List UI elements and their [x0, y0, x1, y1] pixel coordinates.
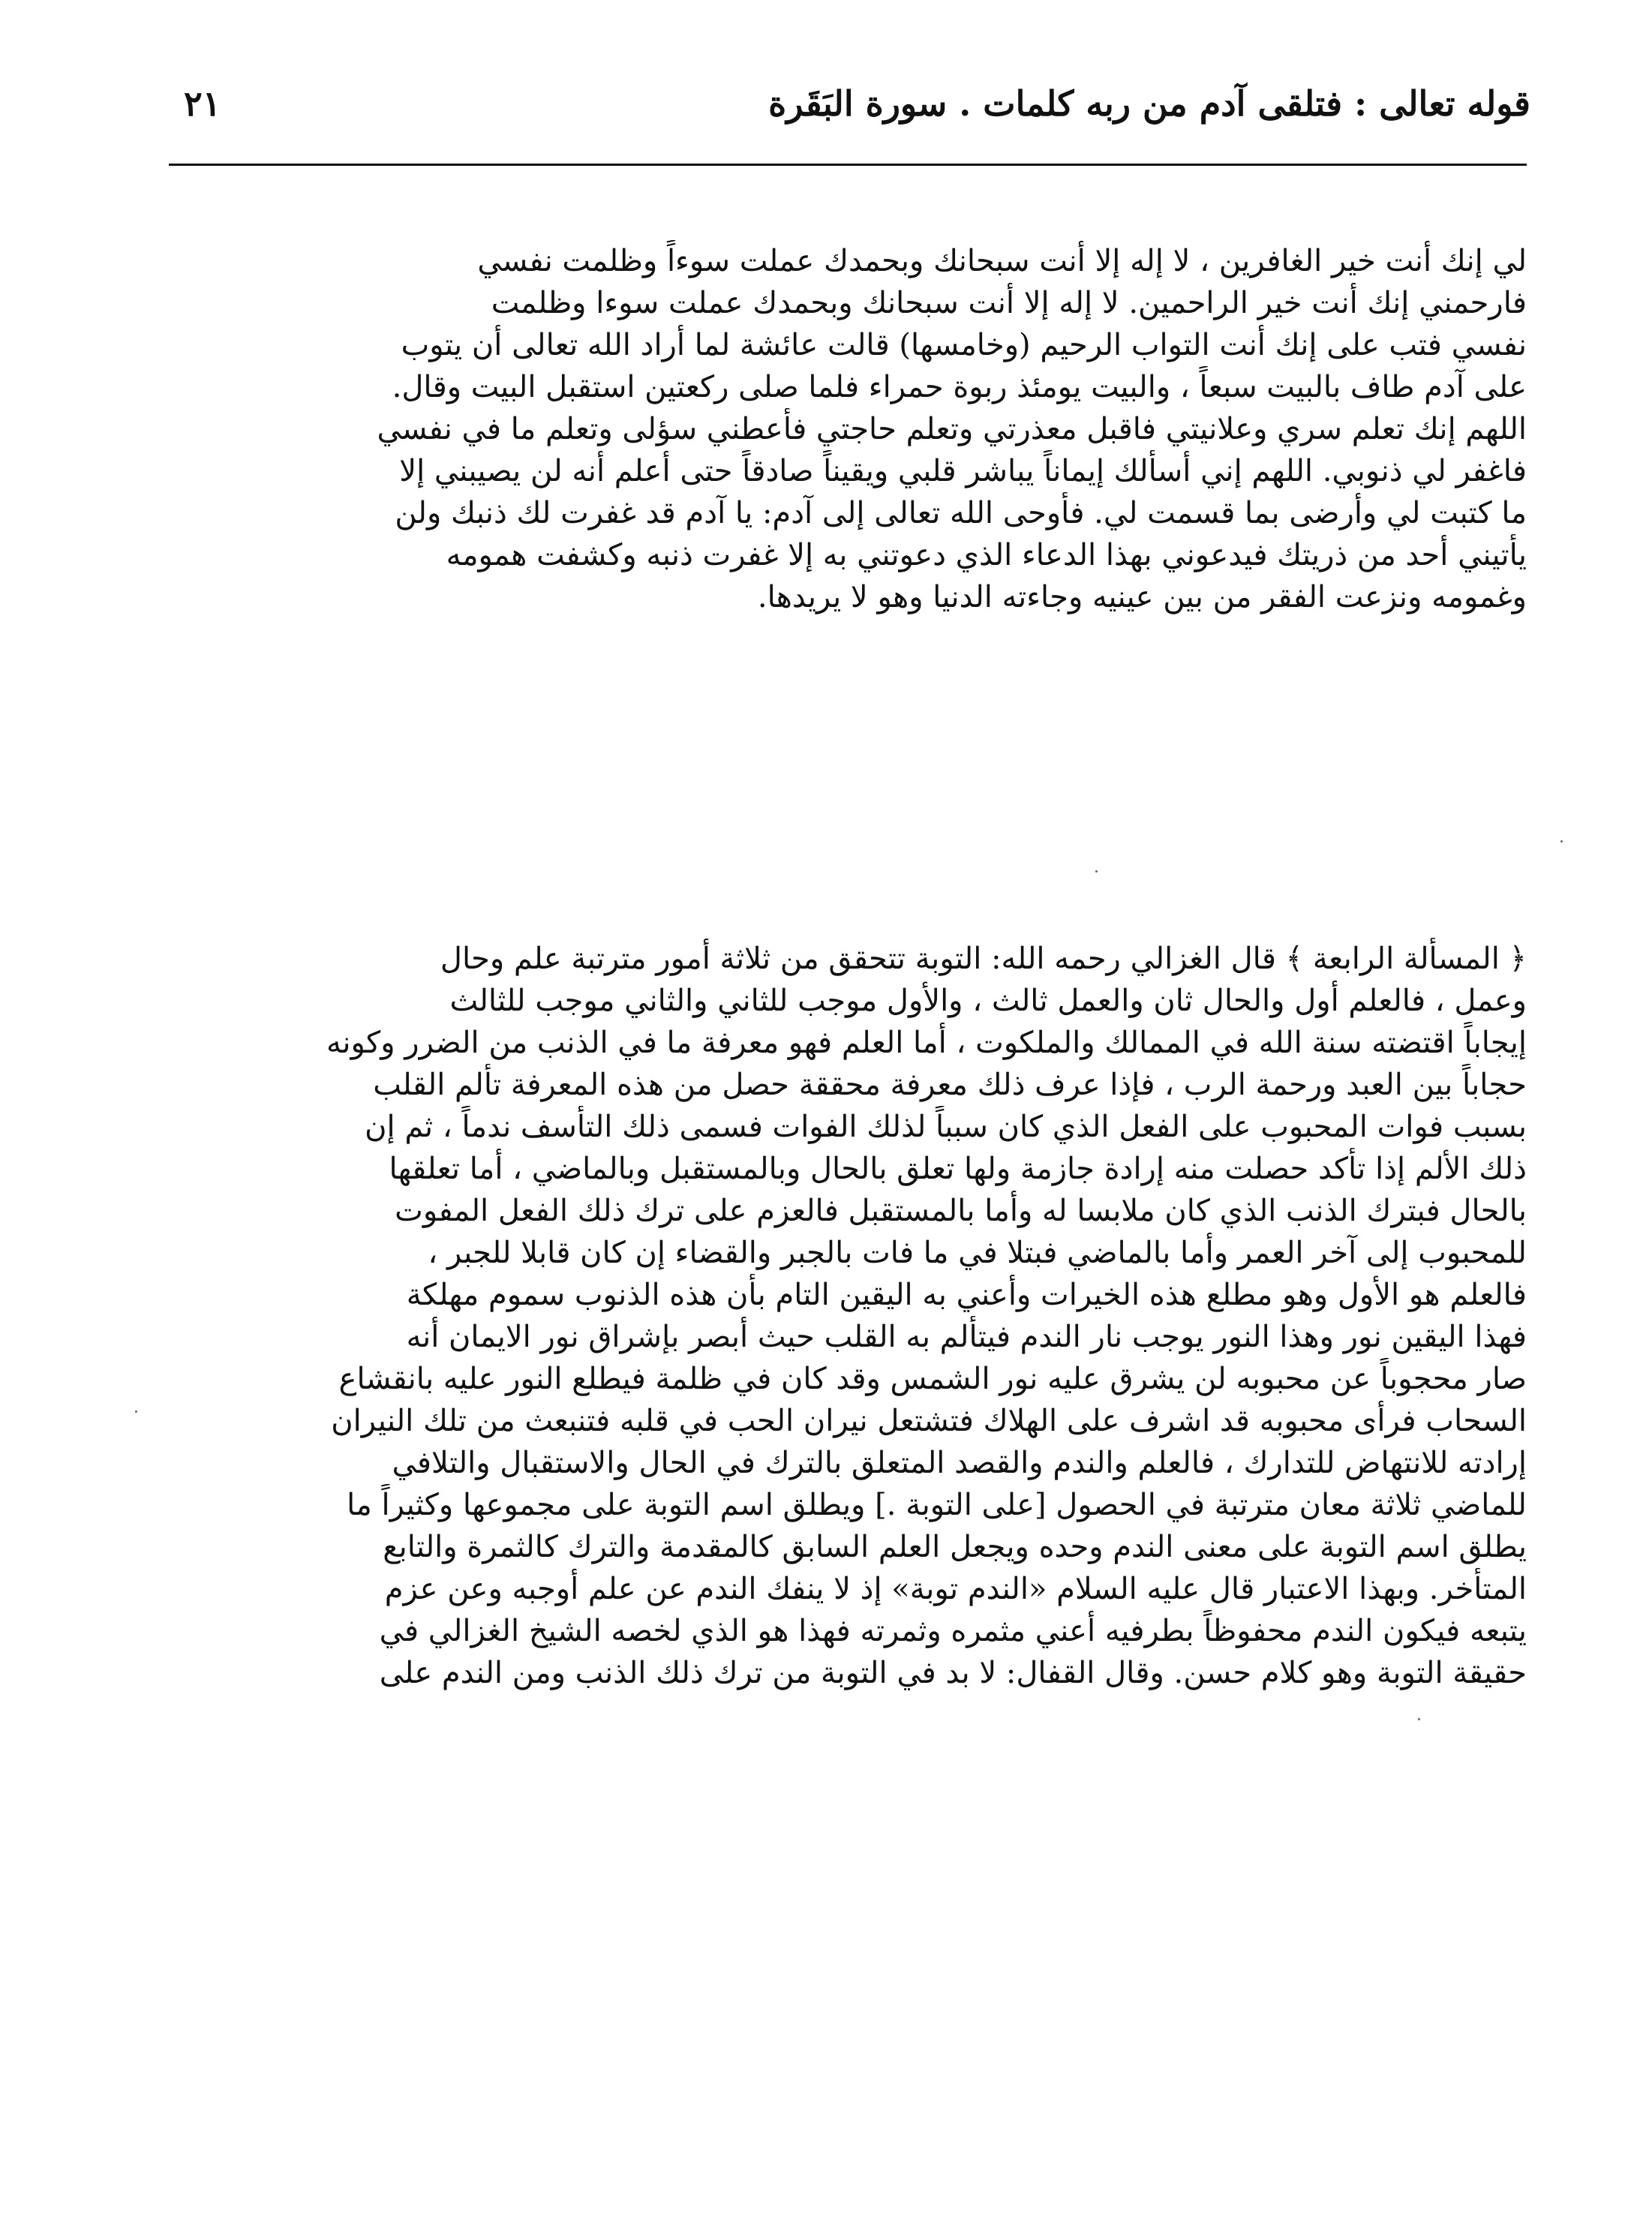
- text-line: اللهم إنك تعلم سري وعلانيتي فاقبل معذرتي وتعلم حاجتي فأعطني سؤلى وتعلم ما في نفسي: [377, 412, 1527, 446]
- text-line: حقيقة التوبة وهو كلام حسن. وقال القفال: لا بد في التوبة من ترك ذلك الذنب ومن الندم على: [379, 1656, 1527, 1690]
- running-header: [169, 71, 1530, 139]
- text-line: فاغفر لي ذنوبي. اللهم إني أسألك إيماناً يباشر قلبي ويقيناً صادقاً حتى أعلم أنه لن يصيبني إلا: [399, 454, 1527, 488]
- scan-speck: [1095, 870, 1098, 873]
- text-line: وغمومه ونزعت الفقر من بين عينيه وجاءته الدنيا وهو لا يريدها.: [757, 580, 1527, 614]
- text-line: على آدم طاف بالبيت سبعاً ، والبيت يومئذ ربوة حمراء فلما صلى ركعتين استقبل البيت وقال.: [392, 370, 1527, 404]
- scan-speck: [1418, 1718, 1420, 1720]
- text-line: فارحمني إنك أنت خير الراحمين. لا إله إلا أنت سبحانك وبحمدك عملت سوءا وظلمت: [491, 286, 1527, 320]
- text-line: بسبب فوات المحبوب على الفعل الذي كان سبباً لذلك الفوات فسمى ذلك التأسف ندماً ، ثم إن: [365, 1110, 1527, 1144]
- scan-speck: [135, 1410, 137, 1413]
- text-line: صار محجوباً عن محبوبه لن يشرق عليه نور الشمس وقد كان في ظلمة فيطلع النور عليه بانقشاع: [338, 1362, 1527, 1396]
- text-line: بالحال فبترك الذنب الذي كان ملابسا له وأما بالمستقبل فالعزم على ترك ذلك الفعل المفوت: [395, 1194, 1527, 1228]
- text-line: المتأخر. وبهذا الاعتبار قال عليه السلام «الندم توبة» إذ لا ينفك الندم عن علم أوجبه وعن عزم: [384, 1572, 1527, 1606]
- text-line: نفسي فتب على إنك أنت التواب الرحيم (وخامسها) قالت عائشة لما أراد الله تعالى أن يتوب: [401, 328, 1527, 362]
- text-line: يأتيني أحد من ذريتك فيدعوني بهذا الدعاء الذي دعوتني به إلا غفرت ذنبه وكشفت همومه: [446, 538, 1527, 572]
- header-title: قوله تعالى : فتلقى آدم من ربه كلمات . سورة البَقَرة: [768, 83, 1530, 124]
- text-line: فالعلم هو الأول وهو مطلع هذه الخيرات وأعني به اليقين التام بأن هذه الذنوب سموم مهلكة: [406, 1278, 1527, 1312]
- text-line: وعمل ، فالعلم أول والحال ثان والعمل ثالث ، والأول موجب للثاني والثاني موجب للثالث: [449, 984, 1527, 1018]
- paragraph-fourth-issue: [176, 938, 1527, 1694]
- text-line: فهذا اليقين نور وهذا النور يوجب نار الندم فيتألم به القلب حيث أبصر بإشراق نور الايمان أنه: [406, 1320, 1527, 1354]
- text-line: ﴿ المسألة الرابعة ﴾ قال الغزالي رحمه الله: التوبة تتحقق من ثلاثة أمور مترتبة علم وحال: [440, 942, 1527, 976]
- text-line: يطلق اسم التوبة على معنى الندم وحده ويجعل العلم السابق كالمقدمة والترك كالثمرة والتابع: [383, 1530, 1527, 1564]
- text-line: للمحبوب إلى آخر العمر وأما بالماضي فبتلا في ما فات بالجبر والقضاء إن كان قابلا للجبر ،: [428, 1236, 1527, 1270]
- page-number: ٢١: [184, 83, 221, 124]
- text-line: ذلك الألم إذا تأكد حصلت منه إرادة جازمة ولها تعلق بالحال وبالمستقبل وبالماضي ، أما تعلقها: [389, 1152, 1527, 1186]
- paragraph-prayer: [176, 240, 1527, 618]
- text-line: ما كتبت لي وأرضى بما قسمت لي. فأوحى الله تعالى إلى آدم: يا آدم قد غفرت لك ذنبك ولن: [395, 496, 1527, 530]
- header-divider: [169, 164, 1527, 166]
- text-line: إيجاباً اقتضته سنة الله في الممالك والملكوت ، أما العلم فهو معرفة ما في الذنب من الضرر وكونه: [326, 1026, 1527, 1060]
- text-line: يتبعه فيكون الندم محفوظاً بطرفيه أعني مثمره وثمرته فهذا هو الذي لخصه الشيخ الغزالي في: [379, 1614, 1527, 1648]
- text-line: حجاباً بين العبد ورحمة الرب ، فإذا عرف ذلك معرفة محققة حصل من هذه المعرفة تألم القلب: [373, 1068, 1527, 1102]
- text-line: لي إنك أنت خير الغافرين ، لا إله إلا أنت سبحانك وبحمدك عملت سوءاً وظلمت نفسي: [477, 244, 1527, 278]
- text-line: السحاب فرأى محبوبه قد اشرف على الهلاك فتشتعل نيران الحب في قلبه فتنبعث من تلك النيران: [331, 1404, 1527, 1438]
- scan-speck: [1560, 840, 1563, 843]
- text-line: إرادته للانتهاض للتدارك ، فالعلم والندم والقصد المتعلق بالترك في الحال والاستقبال والتلافي: [392, 1446, 1527, 1480]
- text-line: للماضي ثلاثة معان مترتبة في الحصول [على التوبة .] ويطلق اسم التوبة على مجموعها وكثيراً ما: [347, 1488, 1527, 1522]
